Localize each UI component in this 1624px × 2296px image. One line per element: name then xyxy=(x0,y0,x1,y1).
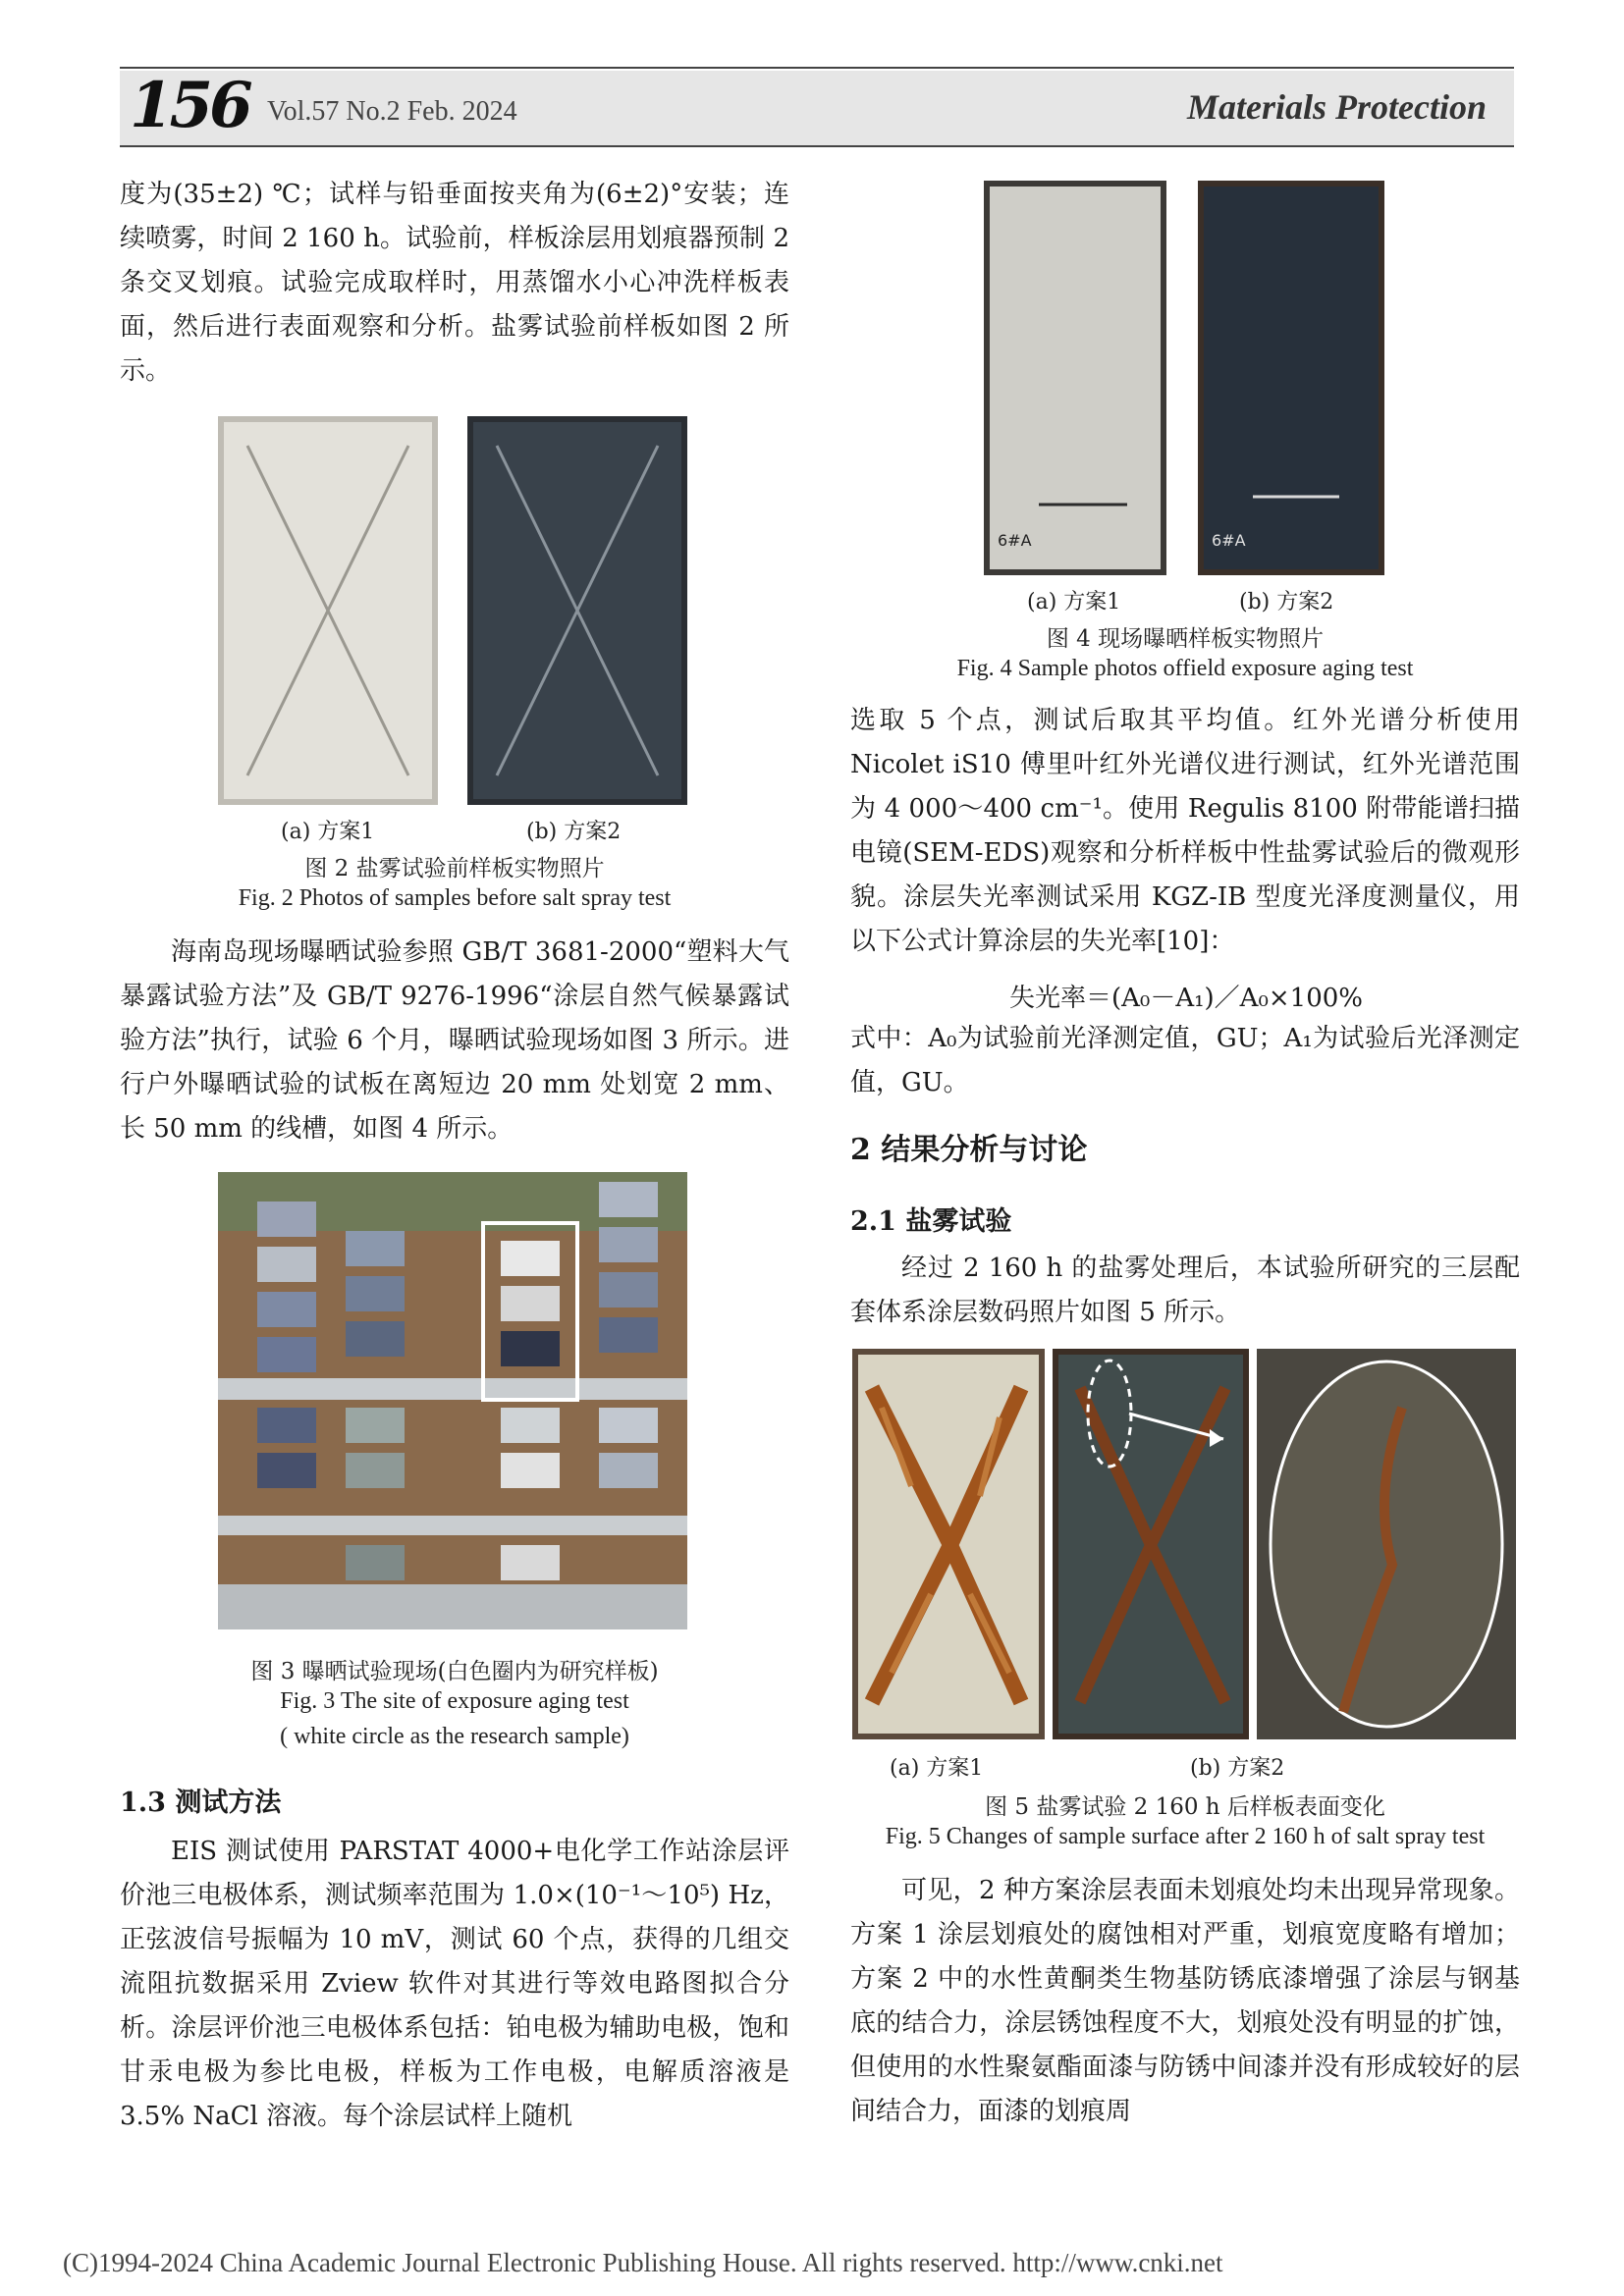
left-para-3 xyxy=(120,1830,789,2139)
fig4-caption-en: Fig. 4 Sample photos offield exposure aging test xyxy=(956,656,1414,681)
fig4-caption-cn: 图 4 现场曝晒样板实物照片 xyxy=(1046,626,1325,652)
paragraph: 度为(35±2) ℃；试样与铅垂面按夹角为(6±2)°安装；连续喷雾，时间 2 160 h。试验前，样板涂层用划痕器预制 2 条交叉划痕。试验完成取样时，用蒸馏水小心冲洗样板表面，然后进行表面观察和分析。盐雾试验前样板如图 2 所示。 xyxy=(120,180,789,386)
issue-info: Vol.57 No.2 Feb. 2024 xyxy=(267,96,517,127)
figure-5-image xyxy=(852,1349,1516,1739)
right-para-4 xyxy=(850,1869,1520,2134)
fig5-caption-cn: 图 5 盐雾试验 2 160 h 后样板表面变化 xyxy=(985,1794,1385,1820)
fig2-sub-b: (b) 方案2 xyxy=(526,820,622,844)
formula-gloss-loss: 失光率＝(A₀－A₁)／A₀×100% xyxy=(1009,984,1364,1013)
fig4-sub-b: (b) 方案2 xyxy=(1239,590,1334,614)
panel-b-plate xyxy=(1204,187,1379,569)
paragraph: EIS 测试使用 PARSTAT 4000+电化学工作站涂层评价池三电极体系，测试频率范围为 1.0×(10⁻¹～10⁵) Hz，正弦波信号振幅为 10 mV，测试 60 个点，获得的几组交流阻抗数据采用 Zview 软件对其进行等效电路图拟合分析。涂层评价池三电极体系包括：铂电极为辅助电极，饱和甘汞电极为参比电极，样板为工作电极，电解质溶液是 3.5% NaCl 溶液。每个涂层试样上随机 xyxy=(120,1837,789,2131)
section-heading-2-1: 2.1 盐雾试验 xyxy=(850,1206,1012,1237)
paragraph: 海南岛现场曝晒试验参照 GB/T 3681-2000“塑料大气暴露试验方法”及 GB/T 9276-1996“涂层自然气候暴露试验方法”执行，试验 6 个月，曝晒试验现场如图 3 所示。进行户外曝晒试验的试板在离短边 20 mm 处划宽 2 mm、长 50 mm 的线槽，如图 4 所示。 xyxy=(120,937,789,1144)
fig3-caption-en-2: ( white circle as the research sample) xyxy=(280,1724,629,1749)
figure-2-image xyxy=(218,416,687,805)
fig5-sub-a: (a) 方案1 xyxy=(890,1756,984,1781)
paragraph: 选取 5 个点，测试后取其平均值。红外光谱分析使用 Nicolet iS10 傅里叶红外光谱仪进行测试，红外光谱范围为 4 000～400 cm⁻¹。使用 Regulis 8100 附带能谱扫描电镜(SEM-EDS)观察和分析样板中性盐雾试验后的微观形貌。涂层失光率测试采用 KGZ-IB 型度光泽度测量仪，用以下公式计算涂层的失光率[10]： xyxy=(850,706,1520,956)
right-para-1 xyxy=(850,699,1520,964)
fig2-caption-en: Fig. 2 Photos of samples before salt spray test xyxy=(238,885,672,911)
panel-a-plate xyxy=(990,187,1161,569)
fig3-caption-en-1: Fig. 3 The site of exposure aging test xyxy=(280,1688,629,1714)
fig5-sub-b: (b) 方案2 xyxy=(1190,1756,1285,1781)
section-heading-1-3: 1.3 测试方法 xyxy=(120,1788,282,1818)
fig2-sub-a: (a) 方案1 xyxy=(281,820,375,844)
paragraph: 式中：A₀为试验前光泽测定值，GU；A₁为试验后光泽测定值，GU。 xyxy=(850,1024,1520,1097)
fig2-caption-cn: 图 2 盐雾试验前样板实物照片 xyxy=(304,856,605,881)
copyright-footer: (C)1994-2024 China Academic Journal Electronic Publishing House. All rights reserved. http://www.cnki.net xyxy=(63,2248,1223,2277)
fig4-sub-a: (a) 方案1 xyxy=(1027,590,1121,614)
figure-4-image xyxy=(984,181,1384,575)
panel-a-label: 6#A xyxy=(998,531,1032,550)
rack-pipe-horizontal xyxy=(218,1378,687,1400)
rack-pipe-horizontal-2 xyxy=(218,1516,687,1535)
left-para-2 xyxy=(120,931,789,1151)
panel-column-4 xyxy=(599,1182,658,1488)
paragraph: 可见，2 种方案涂层表面未划痕处均未出现异常现象。方案 1 涂层划痕处的腐蚀相对严重，划痕宽度略有增加；方案 2 中的水性黄酮类生物基防锈底漆增强了涂层与钢基底的结合力，涂层锈蚀程度不大，划痕处没有明显的扩蚀，但使用的水性聚氨酯面漆与防锈中间漆并没有形成较好的层间结合力，面漆的划痕周 xyxy=(850,1876,1520,2126)
journal-name: Materials Protection xyxy=(1187,87,1487,127)
fig3-caption-cn: 图 3 曝晒试验现场(白色圈内为研究样板) xyxy=(250,1659,659,1684)
page-number: 156 xyxy=(130,69,249,142)
section-heading-2: 2 结果分析与讨论 xyxy=(850,1133,1088,1167)
panel-b-label: 6#A xyxy=(1212,531,1246,550)
header-rule-top xyxy=(120,67,1514,69)
right-para-2 xyxy=(850,1017,1520,1105)
fig5-caption-en: Fig. 5 Changes of sample surface after 2 160 h of salt spray test xyxy=(885,1824,1486,1849)
paragraph: 经过 2 160 h 的盐雾处理后，本试验所研究的三层配套体系涂层数码照片如图 5 所示。 xyxy=(850,1254,1520,1327)
header-rule-bottom xyxy=(120,145,1514,147)
right-para-3 xyxy=(850,1247,1520,1335)
rack-base xyxy=(218,1584,687,1629)
figure-3-image xyxy=(218,1172,687,1629)
left-para-1 xyxy=(120,173,789,394)
